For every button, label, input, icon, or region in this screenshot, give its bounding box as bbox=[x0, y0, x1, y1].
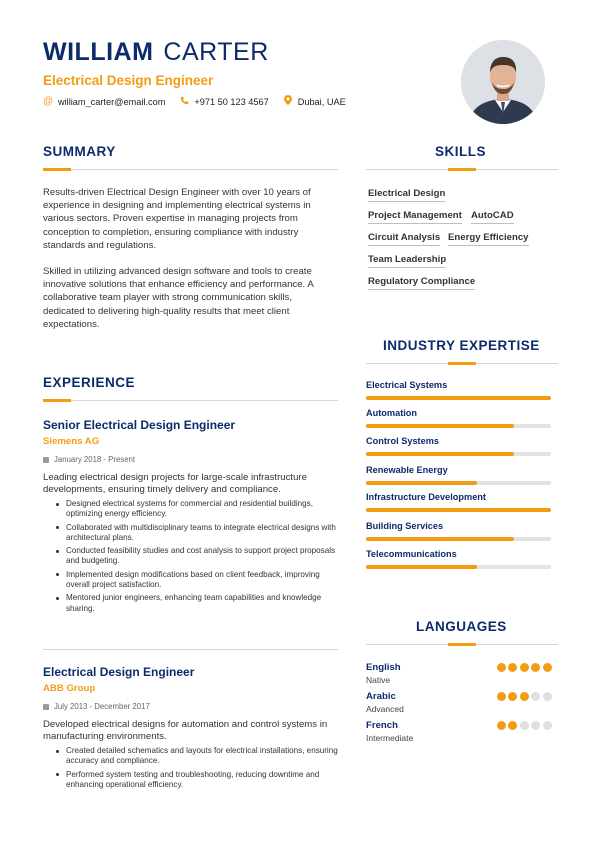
rating-dot bbox=[543, 663, 552, 672]
skill-tag: Team Leadership bbox=[368, 254, 446, 268]
expertise-bar bbox=[366, 508, 551, 512]
job-role: Electrical Design Engineer bbox=[43, 73, 214, 88]
language-level: Advanced bbox=[366, 704, 404, 714]
rating-dot bbox=[508, 692, 517, 701]
job-description: Leading electrical design projects for large-scale infrastructure developments, ensuring timely delivery and compliance. bbox=[43, 472, 307, 496]
bullet-item: Conducted feasibility studies and cost analysis to support project proposals and budgeting. bbox=[55, 546, 338, 566]
expertise-label: Telecommunications bbox=[366, 549, 457, 559]
contact-phone[interactable] bbox=[179, 95, 268, 108]
summary-paragraph-2: Skilled in utilizing advanced design software and tools to create innovative solutions that enhance efficiency and performance. A collaborative team player with strong communication skills, dedicated to delivering high-quality results that meet client expectations. bbox=[43, 266, 314, 330]
expertise-bar-fill bbox=[366, 537, 514, 541]
rating-dot bbox=[543, 721, 552, 730]
language-name: English bbox=[366, 662, 401, 673]
calendar-icon bbox=[43, 457, 49, 463]
profile-photo bbox=[461, 40, 545, 124]
rating-dot bbox=[497, 663, 506, 672]
skill-tag: Project Management bbox=[368, 210, 462, 224]
summary-divider bbox=[43, 169, 338, 170]
language-rating bbox=[497, 692, 552, 701]
bullet-item: Designed electrical systems for commercial and residential buildings, optimizing energy efficiency. bbox=[55, 499, 338, 519]
experience-accent-bar bbox=[43, 399, 71, 402]
contact-email[interactable] bbox=[43, 95, 165, 108]
expertise-bar bbox=[366, 565, 551, 569]
skills-accent-bar bbox=[448, 168, 476, 171]
expertise-bar-fill bbox=[366, 396, 551, 400]
language-name: Arabic bbox=[366, 691, 396, 702]
language-name: French bbox=[366, 720, 398, 731]
expertise-bar bbox=[366, 537, 551, 541]
expertise-bar-fill bbox=[366, 565, 477, 569]
rating-dot bbox=[531, 692, 540, 701]
language-level: Native bbox=[366, 675, 391, 685]
company-name: Siemens AG bbox=[43, 436, 100, 447]
expertise-label: Building Services bbox=[366, 521, 444, 531]
rating-dot bbox=[520, 692, 529, 701]
calendar-icon bbox=[43, 704, 49, 710]
job-bullets bbox=[55, 746, 338, 793]
rating-dot bbox=[508, 721, 517, 730]
phone-icon bbox=[179, 96, 189, 108]
language-rating bbox=[497, 663, 552, 672]
job-dates bbox=[43, 455, 135, 464]
skill-tag: Regulatory Compliance bbox=[368, 276, 475, 290]
company-name: ABB Group bbox=[43, 683, 96, 694]
rating-dot bbox=[520, 721, 529, 730]
bullet-item: Collaborated with multidisciplinary teams to integrate electrical designs with architectural plans. bbox=[55, 523, 338, 543]
phone-text: +971 50 123 4567 bbox=[194, 96, 269, 107]
rating-dot bbox=[497, 721, 506, 730]
rating-dot bbox=[531, 721, 540, 730]
expertise-heading: INDUSTRY EXPERTISE bbox=[383, 338, 540, 353]
job-title: Senior Electrical Design Engineer bbox=[43, 418, 236, 432]
expertise-label: Infrastructure Development bbox=[366, 492, 486, 502]
contact-location bbox=[283, 95, 346, 108]
summary-accent-bar bbox=[43, 168, 71, 171]
expertise-bar bbox=[366, 481, 551, 485]
bullet-item: Implemented design modifications based on client feedback, improving overall project satisfaction. bbox=[55, 570, 338, 590]
last-name: CARTER bbox=[163, 38, 269, 66]
skills-heading: SKILLS bbox=[435, 144, 487, 159]
job-separator bbox=[43, 649, 338, 650]
bullet-item: Mentored junior engineers, enhancing team capabilities and knowledge sharing. bbox=[55, 593, 338, 613]
first-name: WILLIAM bbox=[43, 38, 154, 66]
rating-dot bbox=[497, 692, 506, 701]
map-pin-icon bbox=[283, 95, 293, 108]
email-text: william_carter@email.com bbox=[58, 96, 166, 107]
job-title: Electrical Design Engineer bbox=[43, 665, 195, 679]
expertise-bar-fill bbox=[366, 424, 514, 428]
expertise-label: Electrical Systems bbox=[366, 380, 448, 390]
skill-tag: AutoCAD bbox=[471, 210, 514, 224]
job-dates bbox=[43, 702, 150, 711]
experience-heading: EXPERIENCE bbox=[43, 375, 136, 390]
expertise-bar bbox=[366, 452, 551, 456]
language-level: Intermediate bbox=[366, 733, 414, 743]
contact-row bbox=[43, 95, 346, 108]
location-text: Dubai, UAE bbox=[297, 96, 346, 107]
expertise-bar-fill bbox=[366, 481, 477, 485]
summary-paragraph-1: Results-driven Electrical Design Engineer with over 10 years of experience in designing and implementing electrical systems in various sectors. Proven expertise in managing projects from conception to completion, ensuring compliance with industry standards and regulations. bbox=[43, 187, 311, 251]
languages-heading: LANGUAGES bbox=[416, 619, 507, 634]
skill-tag: Electrical Design bbox=[368, 188, 445, 202]
rating-dot bbox=[543, 692, 552, 701]
rating-dot bbox=[520, 663, 529, 672]
bullet-item: Performed system testing and troubleshooting, reducing downtime and enhancing operational efficiency. bbox=[55, 770, 338, 790]
rating-dot bbox=[531, 663, 540, 672]
bullet-item: Created detailed schematics and layouts for electrical installations, ensuring accuracy and compliance. bbox=[55, 746, 338, 766]
expertise-bar-fill bbox=[366, 452, 514, 456]
job-dates-text: January 2018 - Present bbox=[54, 455, 136, 464]
skill-tag: Circuit Analysis bbox=[368, 232, 440, 246]
language-rating bbox=[497, 721, 552, 730]
at-sign-icon: @ bbox=[43, 96, 54, 107]
expertise-bar bbox=[366, 424, 551, 428]
expertise-accent-bar bbox=[448, 362, 476, 365]
candidate-name bbox=[43, 38, 269, 67]
languages-accent-bar bbox=[448, 643, 476, 646]
job-description: Developed electrical designs for automation and control systems in manufacturing environments. bbox=[43, 719, 328, 743]
expertise-bar-fill bbox=[366, 508, 551, 512]
expertise-label: Control Systems bbox=[366, 436, 440, 446]
skill-tag: Energy Efficiency bbox=[448, 232, 529, 246]
expertise-label: Automation bbox=[366, 408, 418, 418]
expertise-label: Renewable Energy bbox=[366, 465, 448, 475]
job-dates-text: July 2013 - December 2017 bbox=[54, 702, 150, 711]
experience-divider bbox=[43, 400, 338, 401]
rating-dot bbox=[508, 663, 517, 672]
expertise-bar bbox=[366, 396, 551, 400]
summary-heading: SUMMARY bbox=[43, 144, 116, 159]
job-bullets bbox=[55, 499, 338, 617]
